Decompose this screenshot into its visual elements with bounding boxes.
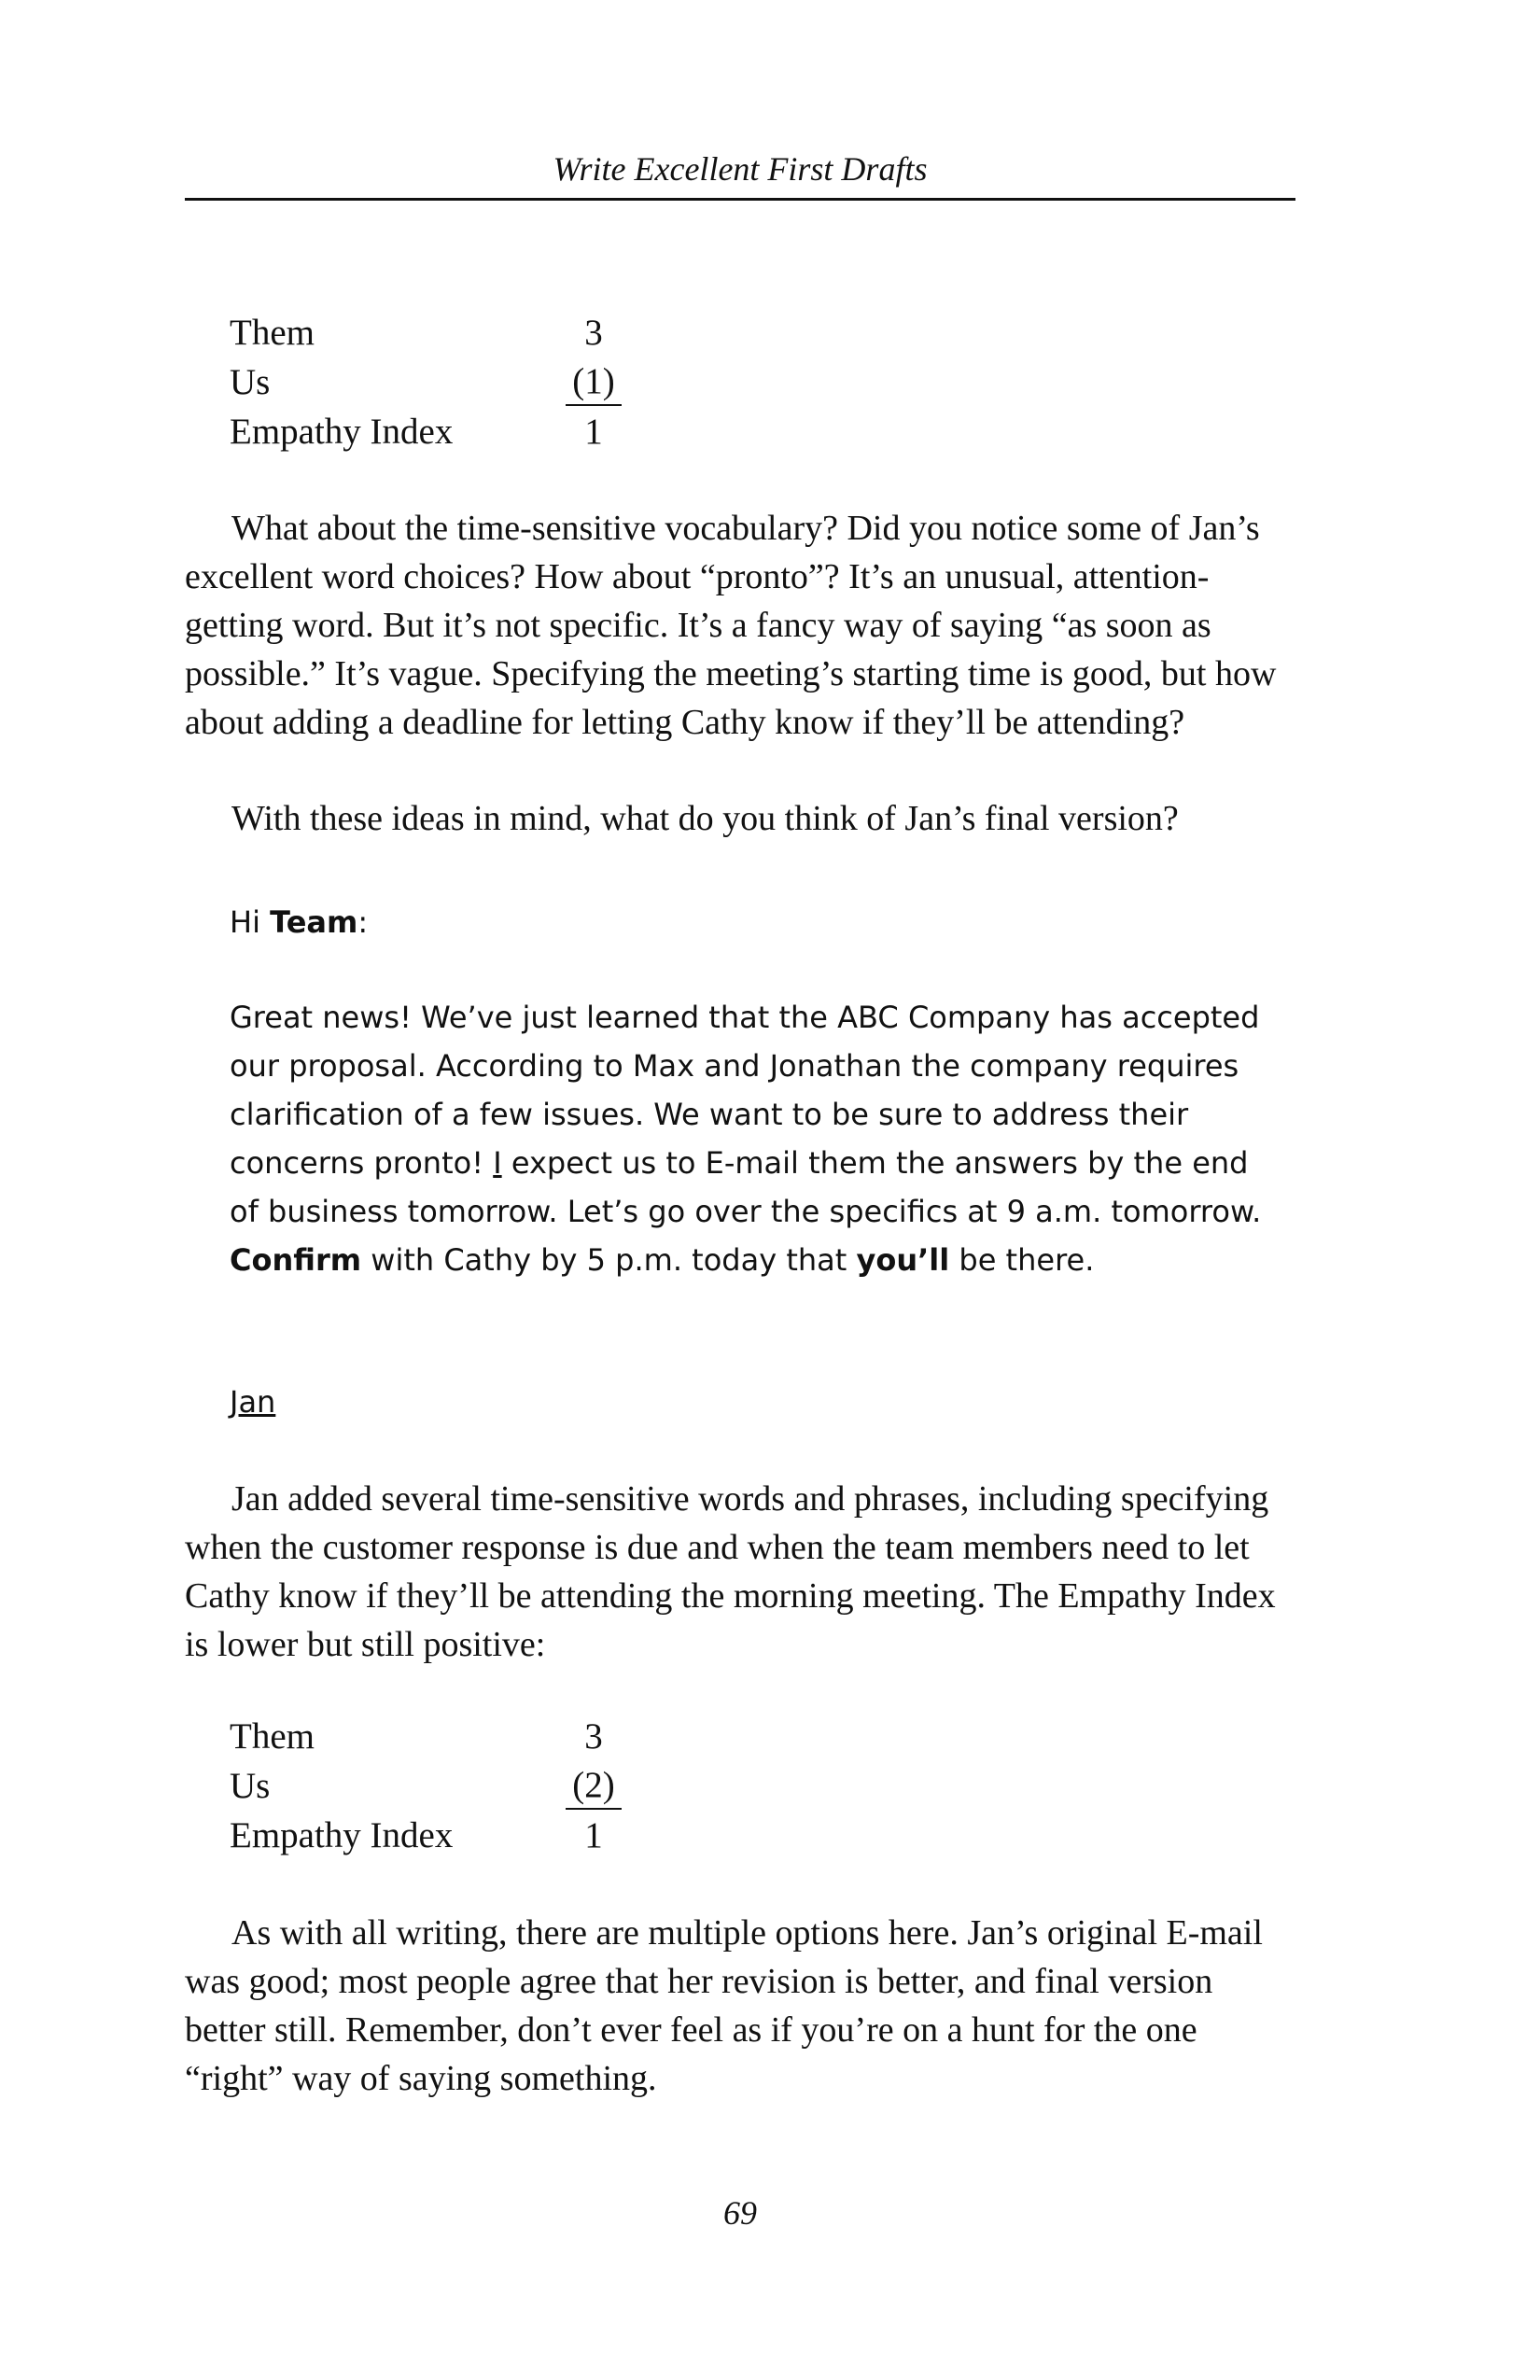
row-label: Them <box>230 313 315 353</box>
row-value: 3 <box>584 313 603 353</box>
row-value: 1 <box>584 1815 603 1855</box>
header-rule <box>185 198 1295 201</box>
running-header: Write Excellent First Drafts <box>553 150 928 188</box>
row-value: 3 <box>584 1716 603 1757</box>
page-number: 69 <box>723 2194 757 2232</box>
paragraph-time-sensitive: Jan added several time-sensitive words and phrases, including specifying when the customer response is due and when the team members need to let Cathy know if they’ll be attending the morning meeting. The Empathy Index is lower but still positive: <box>185 1479 1276 1664</box>
table-row <box>230 407 640 456</box>
email-body-youll: you’ll <box>856 1242 950 1278</box>
email-body-text: Great news! We’ve just learned that the ABC Company has accepted our proposal. According to Max and Jonathan the company requires clarification of a few issues. We want to be sure to address their concerns pronto! <box>230 1000 1260 1181</box>
email-body-text: expect us to E-mail them the answers by the end of business tomorrow. Let’s go over the specifics at 9 a.m. tomorrow. <box>230 1145 1262 1229</box>
row-value: (1) <box>566 361 622 406</box>
table-row <box>230 1811 640 1860</box>
email-body-text: with Cathy by 5 p.m. today that <box>361 1242 857 1278</box>
email-body-text: be there. <box>949 1242 1095 1278</box>
email-signature: Jan <box>230 1384 276 1420</box>
paragraph-final-version: With these ideas in mind, what do you think of Jan’s final version? <box>231 799 1179 838</box>
row-label: Us <box>230 362 271 402</box>
greeting-colon: : <box>357 904 369 940</box>
paragraph-multiple-options: As with all writing, there are multiple options here. Jan’s original E-mail was good; most people agree that her revision is better, and final version better still. Remember, don’t ever feel as if you’re on a hunt for the one “right” way of saying something. <box>185 1913 1263 2098</box>
email-body-confirm: Confirm <box>230 1242 362 1278</box>
empathy-table-1 <box>230 308 640 456</box>
email-greeting <box>230 898 1275 946</box>
table-row <box>230 1761 640 1811</box>
paragraph-vocabulary: What about the time-sensitive vocabulary? Did you notice some of Jan’s excellent word choices? How about “pronto”? It’s an unusual, attention-getting word. But it’s not specific. It’s a fancy way of saying “as soon as possible.” It’s vague. Specifying the meeting’s starting time is good, but how about adding a deadline for letting Cathy know if they’ll be attending? <box>185 509 1277 742</box>
row-value: 1 <box>584 412 603 452</box>
table-row <box>230 1712 640 1761</box>
row-label: Empathy Index <box>230 1815 454 1855</box>
row-label: Them <box>230 1716 315 1757</box>
empathy-table-2 <box>230 1712 640 1860</box>
email-body-i: I <box>493 1145 502 1181</box>
email-body <box>230 993 1275 1284</box>
row-value: (2) <box>566 1765 622 1810</box>
greeting-text: Hi <box>230 904 271 940</box>
table-row <box>230 357 640 407</box>
greeting-team: Team <box>270 904 358 940</box>
row-label: Empathy Index <box>230 412 454 452</box>
row-label: Us <box>230 1766 271 1806</box>
table-row <box>230 308 640 357</box>
